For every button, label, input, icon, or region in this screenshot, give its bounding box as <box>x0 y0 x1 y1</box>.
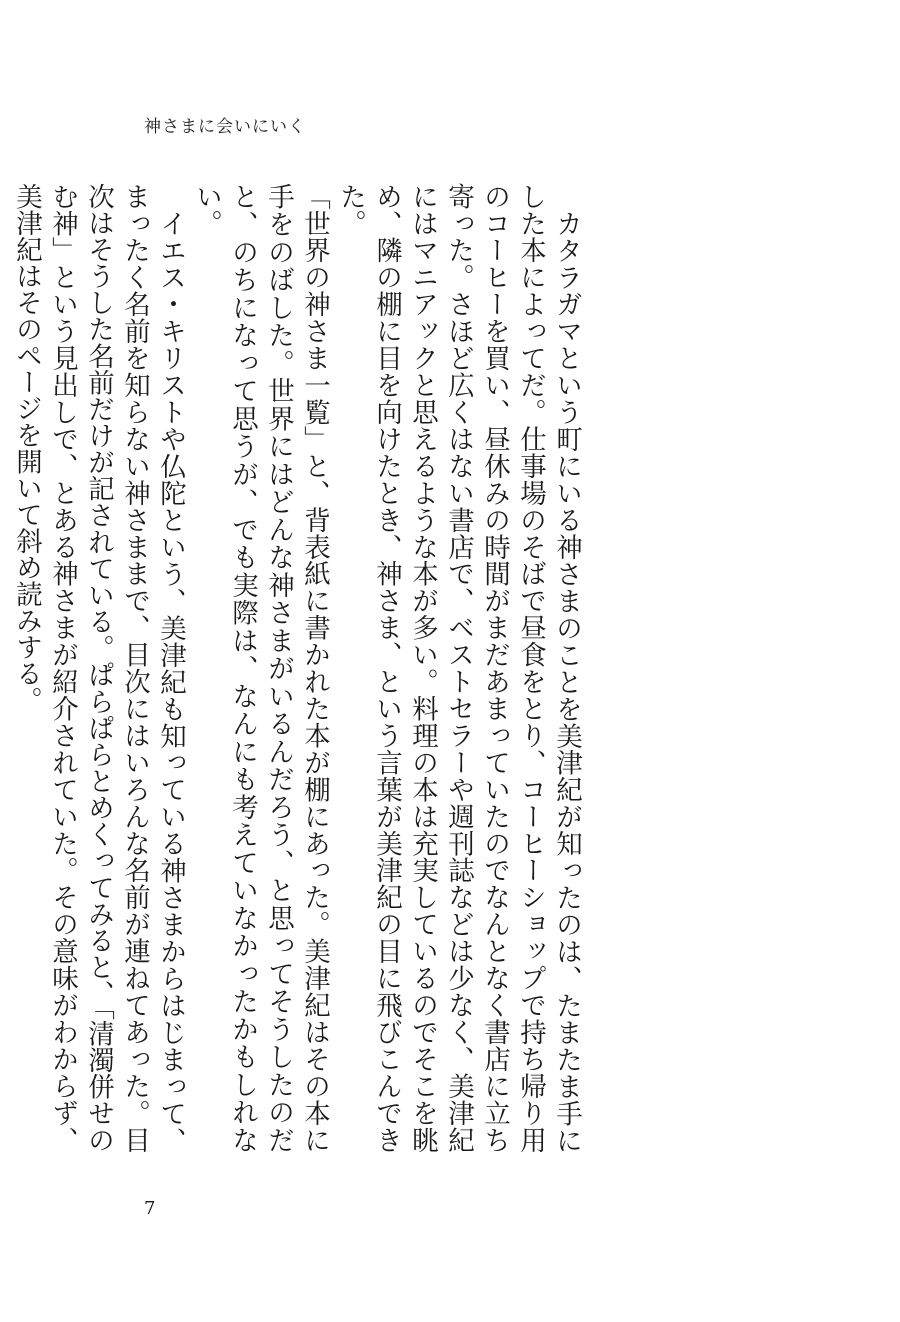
paragraph-1: カタラガマという町にいる神さまのことを美津紀が知ったのは、たまたま手にした本によってだ。仕事場のそばで昼食をとり、コーヒーショップで持ち帰り用のコーヒーを買い、昼休みの時間がまだあまっていたのでなんとなく書店に立ち寄った。さほど広くはない書店で、ベストセラーや週刊誌などは少なく、美津紀にはマニアックと思えるような本が多い。料理の本は充実しているのでそこを眺め、隣の棚に目を向けたとき、神さま、という言葉が美津紀の目に飛びこんできた。 <box>335 183 582 1154</box>
body-text <box>8 183 584 1153</box>
paragraph-3: イエス・キリストや仏陀という、美津紀も知っている神さまからはじまって、まったく名前を知らない神さままで、目次にはいろんな名前が連ねてあった。目次はそうした名前だけが記されている。ぱらぱらとめくってみると、「清濁併せのむ神」という見出しで、とある神さまが紹介されていた。その意味がわからず、美津紀はそのページを開いて斜め読みする。 <box>11 183 186 1154</box>
running-header: 神さまに会いにいく <box>144 117 306 137</box>
paragraph-2: 「世界の神さま一覧」と、背表紙に書かれた本が棚にあった。美津紀はその本に手をのばした。世界にはどんな神さまがいるんだろう、と思ってそうしたのだと、のちになって思うが、でも実際は、なんにも考えていなかったかもしれない。 <box>191 183 330 1153</box>
page-number: 7 <box>144 1198 156 1219</box>
